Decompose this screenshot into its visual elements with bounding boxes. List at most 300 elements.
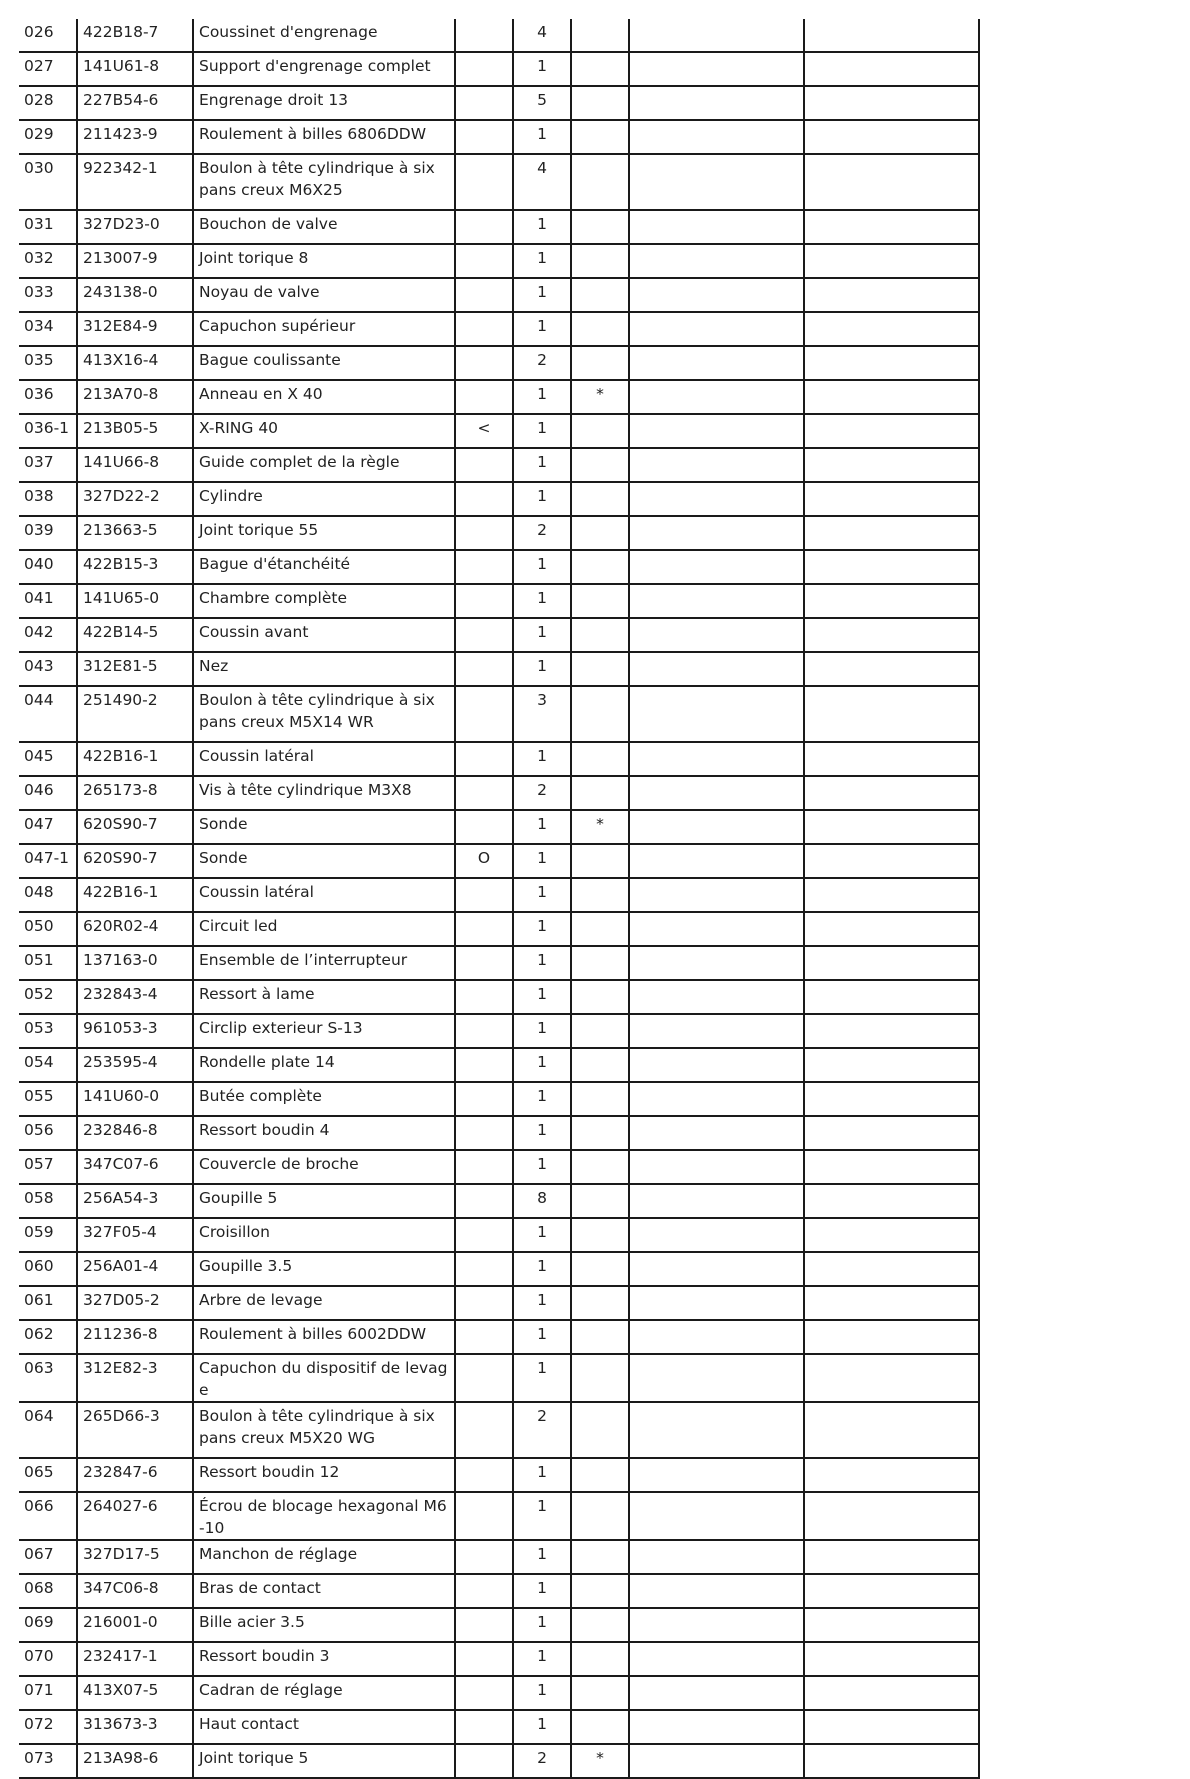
blank-cell — [629, 1082, 804, 1116]
note-mark-cell — [571, 52, 629, 86]
quantity-cell: 2 — [513, 1744, 571, 1778]
symbol-cell — [455, 810, 513, 844]
note-mark-cell — [571, 912, 629, 946]
description-cell: Sonde — [193, 844, 455, 878]
blank-cell — [804, 1286, 979, 1320]
part-number-cell: 620R02-4 — [77, 912, 193, 946]
item-number-cell: 041 — [19, 584, 77, 618]
part-number-cell: 422B16-1 — [77, 742, 193, 776]
table-row — [19, 1642, 979, 1676]
description-cell: Croisillon — [193, 1218, 455, 1252]
symbol-cell — [455, 210, 513, 244]
blank-cell — [804, 1458, 979, 1492]
description-cell: Chambre complète — [193, 584, 455, 618]
item-number-cell: 051 — [19, 946, 77, 980]
description-cell: Couvercle de broche — [193, 1150, 455, 1184]
blank-cell — [804, 1642, 979, 1676]
item-number-cell: 045 — [19, 742, 77, 776]
table-row — [19, 1218, 979, 1252]
blank-cell — [804, 1014, 979, 1048]
item-number-cell: 059 — [19, 1218, 77, 1252]
blank-cell — [804, 278, 979, 312]
part-number-cell: 422B14-5 — [77, 618, 193, 652]
note-mark-cell — [571, 1184, 629, 1218]
blank-cell — [629, 810, 804, 844]
table-row — [19, 1540, 979, 1574]
blank-cell — [629, 1540, 804, 1574]
table-row — [19, 346, 979, 380]
description-cell: Boulon à tête cylindrique à six pans creux M6X25 — [193, 154, 455, 210]
table-row — [19, 86, 979, 120]
quantity-cell: 1 — [513, 550, 571, 584]
blank-cell — [629, 154, 804, 210]
note-mark-cell — [571, 448, 629, 482]
item-number-cell: 069 — [19, 1608, 77, 1642]
table-row — [19, 1048, 979, 1082]
description-cell: Cylindre — [193, 482, 455, 516]
quantity-cell: 1 — [513, 52, 571, 86]
blank-cell — [629, 584, 804, 618]
table-row — [19, 244, 979, 278]
table-row — [19, 210, 979, 244]
table-row — [19, 912, 979, 946]
quantity-cell: 1 — [513, 1218, 571, 1252]
part-number-cell: 211423-9 — [77, 120, 193, 154]
blank-cell — [804, 210, 979, 244]
blank-cell — [629, 1492, 804, 1540]
quantity-cell: 1 — [513, 652, 571, 686]
item-number-cell: 053 — [19, 1014, 77, 1048]
parts-list-body — [19, 19, 979, 1778]
symbol-cell — [455, 1286, 513, 1320]
table-row — [19, 1082, 979, 1116]
note-mark-cell — [571, 516, 629, 550]
part-number-cell: 327F05-4 — [77, 1218, 193, 1252]
note-mark-cell — [571, 1710, 629, 1744]
part-number-cell: 422B15-3 — [77, 550, 193, 584]
description-cell: Coussin latéral — [193, 878, 455, 912]
description-cell: Joint torique 55 — [193, 516, 455, 550]
note-mark-cell: * — [571, 380, 629, 414]
part-number-cell: 227B54-6 — [77, 86, 193, 120]
symbol-cell — [455, 584, 513, 618]
description-cell: Guide complet de la règle — [193, 448, 455, 482]
quantity-cell: 1 — [513, 1676, 571, 1710]
blank-cell — [629, 618, 804, 652]
table-row — [19, 1676, 979, 1710]
quantity-cell: 1 — [513, 448, 571, 482]
note-mark-cell — [571, 482, 629, 516]
blank-cell — [629, 346, 804, 380]
note-mark-cell — [571, 980, 629, 1014]
table-row — [19, 1286, 979, 1320]
blank-cell — [804, 1048, 979, 1082]
part-number-cell: 327D22-2 — [77, 482, 193, 516]
blank-cell — [804, 980, 979, 1014]
blank-cell — [629, 278, 804, 312]
item-number-cell: 039 — [19, 516, 77, 550]
quantity-cell: 1 — [513, 1286, 571, 1320]
note-mark-cell — [571, 844, 629, 878]
part-number-cell: 232847-6 — [77, 1458, 193, 1492]
symbol-cell — [455, 1710, 513, 1744]
item-number-cell: 070 — [19, 1642, 77, 1676]
part-number-cell: 213663-5 — [77, 516, 193, 550]
quantity-cell: 1 — [513, 618, 571, 652]
description-cell: Ressort à lame — [193, 980, 455, 1014]
blank-cell — [629, 1574, 804, 1608]
symbol-cell — [455, 1184, 513, 1218]
blank-cell — [804, 1744, 979, 1778]
quantity-cell: 1 — [513, 1116, 571, 1150]
note-mark-cell — [571, 154, 629, 210]
item-number-cell: 047 — [19, 810, 77, 844]
item-number-cell: 054 — [19, 1048, 77, 1082]
quantity-cell: 1 — [513, 742, 571, 776]
description-cell: Noyau de valve — [193, 278, 455, 312]
blank-cell — [629, 1458, 804, 1492]
table-row — [19, 844, 979, 878]
item-number-cell: 046 — [19, 776, 77, 810]
table-row — [19, 1710, 979, 1744]
blank-cell — [804, 1492, 979, 1540]
description-cell: Ensemble de l’interrupteur — [193, 946, 455, 980]
description-cell: Bille acier 3.5 — [193, 1608, 455, 1642]
description-cell: Goupille 5 — [193, 1184, 455, 1218]
item-number-cell: 055 — [19, 1082, 77, 1116]
symbol-cell — [455, 550, 513, 584]
description-cell: Capuchon du dispositif de levage — [193, 1354, 455, 1402]
part-number-cell: 256A01-4 — [77, 1252, 193, 1286]
quantity-cell: 1 — [513, 878, 571, 912]
item-number-cell: 028 — [19, 86, 77, 120]
quantity-cell: 2 — [513, 776, 571, 810]
quantity-cell: 1 — [513, 414, 571, 448]
table-row — [19, 1458, 979, 1492]
note-mark-cell — [571, 244, 629, 278]
part-number-cell: 313673-3 — [77, 1710, 193, 1744]
description-cell: Anneau en X 40 — [193, 380, 455, 414]
quantity-cell: 1 — [513, 244, 571, 278]
description-cell: Écrou de blocage hexagonal M6-10 — [193, 1492, 455, 1540]
part-number-cell: 213A98-6 — [77, 1744, 193, 1778]
symbol-cell — [455, 980, 513, 1014]
note-mark-cell — [571, 1458, 629, 1492]
description-cell: Roulement à billes 6806DDW — [193, 120, 455, 154]
blank-cell — [629, 776, 804, 810]
symbol-cell — [455, 120, 513, 154]
item-number-cell: 029 — [19, 120, 77, 154]
symbol-cell — [455, 52, 513, 86]
quantity-cell: 1 — [513, 946, 571, 980]
quantity-cell: 2 — [513, 1402, 571, 1458]
symbol-cell — [455, 1048, 513, 1082]
part-number-cell: 232417-1 — [77, 1642, 193, 1676]
symbol-cell — [455, 946, 513, 980]
quantity-cell: 1 — [513, 844, 571, 878]
table-row — [19, 120, 979, 154]
blank-cell — [804, 686, 979, 742]
blank-cell — [804, 1082, 979, 1116]
quantity-cell: 1 — [513, 584, 571, 618]
note-mark-cell — [571, 550, 629, 584]
blank-cell — [804, 912, 979, 946]
note-mark-cell — [571, 1048, 629, 1082]
symbol-cell: O — [455, 844, 513, 878]
symbol-cell — [455, 686, 513, 742]
description-cell: Bras de contact — [193, 1574, 455, 1608]
description-cell: Vis à tête cylindrique M3X8 — [193, 776, 455, 810]
description-cell: Coussin latéral — [193, 742, 455, 776]
blank-cell — [629, 912, 804, 946]
blank-cell — [629, 1710, 804, 1744]
blank-cell — [629, 550, 804, 584]
description-cell: Arbre de levage — [193, 1286, 455, 1320]
blank-cell — [804, 1574, 979, 1608]
note-mark-cell — [571, 414, 629, 448]
part-number-cell: 347C07-6 — [77, 1150, 193, 1184]
part-number-cell: 232843-4 — [77, 980, 193, 1014]
quantity-cell: 1 — [513, 1710, 571, 1744]
part-number-cell: 327D17-5 — [77, 1540, 193, 1574]
description-cell: Boulon à tête cylindrique à six pans creux M5X20 WG — [193, 1402, 455, 1458]
blank-cell — [804, 776, 979, 810]
quantity-cell: 1 — [513, 1492, 571, 1540]
blank-cell — [804, 482, 979, 516]
symbol-cell — [455, 1492, 513, 1540]
symbol-cell — [455, 482, 513, 516]
blank-cell — [629, 1014, 804, 1048]
note-mark-cell — [571, 1676, 629, 1710]
table-row — [19, 380, 979, 414]
symbol-cell — [455, 516, 513, 550]
blank-cell — [804, 810, 979, 844]
parts-list-table — [19, 19, 980, 1779]
blank-cell — [629, 1320, 804, 1354]
table-row — [19, 1320, 979, 1354]
item-number-cell: 064 — [19, 1402, 77, 1458]
description-cell: Joint torique 5 — [193, 1744, 455, 1778]
item-number-cell: 050 — [19, 912, 77, 946]
table-row — [19, 278, 979, 312]
blank-cell — [629, 946, 804, 980]
note-mark-cell — [571, 1286, 629, 1320]
note-mark-cell — [571, 312, 629, 346]
blank-cell — [804, 844, 979, 878]
blank-cell — [804, 312, 979, 346]
symbol-cell — [455, 278, 513, 312]
table-row — [19, 414, 979, 448]
part-number-cell: 216001-0 — [77, 1608, 193, 1642]
description-cell: Circuit led — [193, 912, 455, 946]
blank-cell — [629, 1402, 804, 1458]
quantity-cell: 3 — [513, 686, 571, 742]
symbol-cell — [455, 1320, 513, 1354]
symbol-cell — [455, 878, 513, 912]
item-number-cell: 033 — [19, 278, 77, 312]
blank-cell — [804, 1218, 979, 1252]
blank-cell — [804, 1150, 979, 1184]
table-row — [19, 19, 979, 52]
item-number-cell: 060 — [19, 1252, 77, 1286]
quantity-cell: 1 — [513, 278, 571, 312]
blank-cell — [629, 742, 804, 776]
description-cell: Joint torique 8 — [193, 244, 455, 278]
quantity-cell: 1 — [513, 380, 571, 414]
quantity-cell: 1 — [513, 1540, 571, 1574]
symbol-cell — [455, 154, 513, 210]
part-number-cell: 256A54-3 — [77, 1184, 193, 1218]
note-mark-cell — [571, 1608, 629, 1642]
note-mark-cell — [571, 1150, 629, 1184]
table-row — [19, 1744, 979, 1778]
part-number-cell: 141U66-8 — [77, 448, 193, 482]
table-row — [19, 1354, 979, 1402]
symbol-cell — [455, 1608, 513, 1642]
table-row — [19, 1492, 979, 1540]
blank-cell — [804, 878, 979, 912]
item-number-cell: 036 — [19, 380, 77, 414]
item-number-cell: 068 — [19, 1574, 77, 1608]
quantity-cell: 1 — [513, 482, 571, 516]
blank-cell — [629, 1048, 804, 1082]
table-row — [19, 946, 979, 980]
blank-cell — [804, 1540, 979, 1574]
symbol-cell — [455, 912, 513, 946]
part-number-cell: 327D05-2 — [77, 1286, 193, 1320]
note-mark-cell — [571, 1492, 629, 1540]
blank-cell — [629, 1252, 804, 1286]
quantity-cell: 1 — [513, 1354, 571, 1402]
part-number-cell: 213A70-8 — [77, 380, 193, 414]
description-cell: Nez — [193, 652, 455, 686]
table-row — [19, 516, 979, 550]
item-number-cell: 066 — [19, 1492, 77, 1540]
description-cell: Ressort boudin 4 — [193, 1116, 455, 1150]
part-number-cell: 265D66-3 — [77, 1402, 193, 1458]
note-mark-cell — [571, 1116, 629, 1150]
description-cell: Haut contact — [193, 1710, 455, 1744]
part-number-cell: 141U61-8 — [77, 52, 193, 86]
note-mark-cell — [571, 1082, 629, 1116]
item-number-cell: 073 — [19, 1744, 77, 1778]
description-cell: Ressort boudin 3 — [193, 1642, 455, 1676]
quantity-cell: 1 — [513, 120, 571, 154]
note-mark-cell — [571, 946, 629, 980]
table-row — [19, 980, 979, 1014]
symbol-cell — [455, 776, 513, 810]
blank-cell — [804, 1402, 979, 1458]
item-number-cell: 071 — [19, 1676, 77, 1710]
note-mark-cell — [571, 618, 629, 652]
quantity-cell: 5 — [513, 86, 571, 120]
blank-cell — [629, 120, 804, 154]
blank-cell — [629, 86, 804, 120]
symbol-cell — [455, 1574, 513, 1608]
quantity-cell: 1 — [513, 1642, 571, 1676]
description-cell: Sonde — [193, 810, 455, 844]
description-cell: Cadran de réglage — [193, 1676, 455, 1710]
table-row — [19, 584, 979, 618]
symbol-cell — [455, 1744, 513, 1778]
part-number-cell: 327D23-0 — [77, 210, 193, 244]
quantity-cell: 1 — [513, 1574, 571, 1608]
description-cell: Bague d'étanchéité — [193, 550, 455, 584]
table-row — [19, 1184, 979, 1218]
item-number-cell: 063 — [19, 1354, 77, 1402]
description-cell: Ressort boudin 12 — [193, 1458, 455, 1492]
description-cell: Boulon à tête cylindrique à six pans creux M5X14 WR — [193, 686, 455, 742]
note-mark-cell — [571, 1642, 629, 1676]
blank-cell — [629, 1744, 804, 1778]
table-row — [19, 618, 979, 652]
symbol-cell — [455, 448, 513, 482]
blank-cell — [804, 652, 979, 686]
part-number-cell: 232846-8 — [77, 1116, 193, 1150]
item-number-cell: 048 — [19, 878, 77, 912]
part-number-cell: 251490-2 — [77, 686, 193, 742]
quantity-cell: 1 — [513, 1320, 571, 1354]
part-number-cell: 243138-0 — [77, 278, 193, 312]
table-row — [19, 1252, 979, 1286]
note-mark-cell — [571, 346, 629, 380]
symbol-cell — [455, 1116, 513, 1150]
note-mark-cell: * — [571, 1744, 629, 1778]
part-number-cell: 137163-0 — [77, 946, 193, 980]
blank-cell — [804, 52, 979, 86]
item-number-cell: 058 — [19, 1184, 77, 1218]
symbol-cell — [455, 1458, 513, 1492]
blank-cell — [804, 448, 979, 482]
description-cell: Goupille 3.5 — [193, 1252, 455, 1286]
blank-cell — [629, 1354, 804, 1402]
table-row — [19, 52, 979, 86]
item-number-cell: 032 — [19, 244, 77, 278]
blank-cell — [804, 1252, 979, 1286]
description-cell: Butée complète — [193, 1082, 455, 1116]
blank-cell — [629, 52, 804, 86]
part-number-cell: 413X07-5 — [77, 1676, 193, 1710]
note-mark-cell — [571, 1014, 629, 1048]
item-number-cell: 035 — [19, 346, 77, 380]
description-cell: Support d'engrenage complet — [193, 52, 455, 86]
note-mark-cell — [571, 686, 629, 742]
blank-cell — [804, 1184, 979, 1218]
part-number-cell: 422B16-1 — [77, 878, 193, 912]
item-number-cell: 044 — [19, 686, 77, 742]
blank-cell — [629, 210, 804, 244]
symbol-cell — [455, 1218, 513, 1252]
item-number-cell: 031 — [19, 210, 77, 244]
blank-cell — [804, 1710, 979, 1744]
note-mark-cell — [571, 742, 629, 776]
blank-cell — [629, 1642, 804, 1676]
table-row — [19, 742, 979, 776]
part-number-cell: 413X16-4 — [77, 346, 193, 380]
blank-cell — [804, 1116, 979, 1150]
blank-cell — [804, 742, 979, 776]
blank-cell — [804, 584, 979, 618]
blank-cell — [804, 1608, 979, 1642]
blank-cell — [629, 380, 804, 414]
table-row — [19, 1402, 979, 1458]
quantity-cell: 1 — [513, 1252, 571, 1286]
note-mark-cell — [571, 1402, 629, 1458]
blank-cell — [629, 652, 804, 686]
blank-cell — [629, 1184, 804, 1218]
part-number-cell: 922342-1 — [77, 154, 193, 210]
item-number-cell: 036-1 — [19, 414, 77, 448]
